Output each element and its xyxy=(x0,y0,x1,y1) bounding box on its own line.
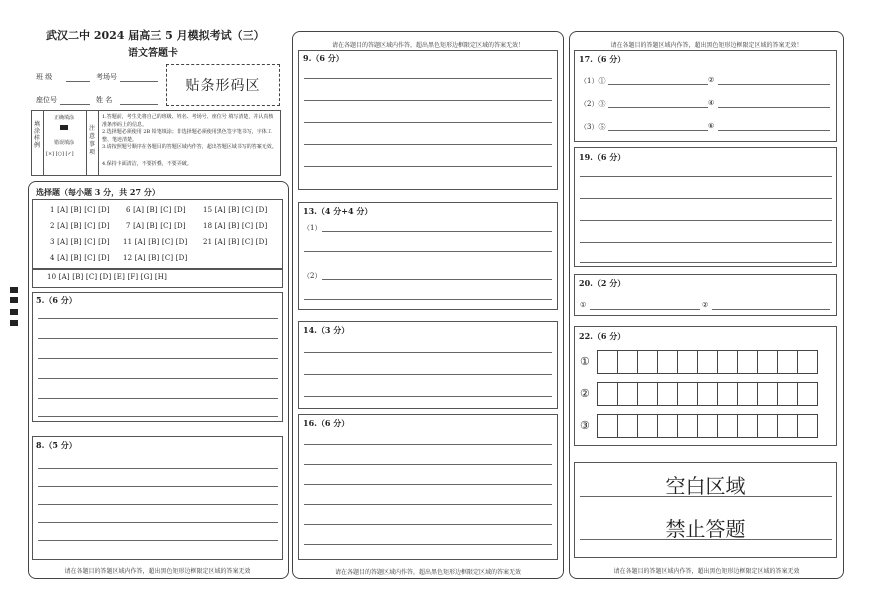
q17-row3-a: （3）⑤ xyxy=(580,123,606,131)
q22-char-cell[interactable] xyxy=(777,414,798,438)
header-subtitle: 语文答题卡 xyxy=(128,48,178,59)
q22-char-cell[interactable] xyxy=(757,414,778,438)
q8-answer-line[interactable] xyxy=(38,468,278,469)
choice-q6[interactable]: 6 [A] [B] [C] [D] xyxy=(126,206,186,214)
q17-blank[interactable] xyxy=(608,130,708,131)
blank-area-line2: 禁止答题 xyxy=(665,517,746,541)
q13-part1-label: （1） xyxy=(303,224,322,232)
q22-char-cell[interactable] xyxy=(797,414,818,438)
q17-row1-b: ② xyxy=(708,76,715,84)
q5-answer-line[interactable] xyxy=(38,398,278,399)
q13-answer-line[interactable] xyxy=(304,251,552,252)
q22-char-cell[interactable] xyxy=(677,414,698,438)
q5-answer-line[interactable] xyxy=(38,318,278,319)
q17-label: 17.（6 分） xyxy=(579,54,626,64)
note-2: 2.选择题必须使用 2B 铅笔填涂；非选择题必须使用黑色签字笔书写，字体工整、笔迹清楚。 xyxy=(102,129,272,143)
q5-answer-line[interactable] xyxy=(38,338,278,339)
q22-char-cell[interactable] xyxy=(617,350,638,374)
q22-char-cell[interactable] xyxy=(677,382,698,406)
q22-char-cell[interactable] xyxy=(697,350,718,374)
header-title: 武汉二中 2024 届高三 5 月模拟考试（三） xyxy=(46,29,265,42)
q17-row1-a: （1）① xyxy=(580,77,606,85)
q22-char-cell[interactable] xyxy=(677,350,698,374)
class-label: 班 级 xyxy=(36,73,53,81)
bottom-notice-col3: 请在各题目的答题区域内作答，超出黑色矩形边框限定区域的答案无效 xyxy=(613,568,800,575)
choice-q10[interactable]: 10 [A] [B] [C] [D] [E] [F] [G] [H] xyxy=(47,273,168,281)
q22-char-cell[interactable] xyxy=(717,414,738,438)
q22-char-cell[interactable] xyxy=(737,414,758,438)
q14-label: 14.（3 分） xyxy=(303,325,350,335)
choice-q7[interactable]: 7 [A] [B] [C] [D] xyxy=(126,222,186,230)
q16-answer-line[interactable] xyxy=(304,444,552,445)
correct-fill-label: 正确填涂 xyxy=(54,115,75,121)
choice-q2[interactable]: 2 [A] [B] [C] [D] xyxy=(50,222,110,230)
q5-box xyxy=(32,292,283,422)
barcode-label: 贴条形码区 xyxy=(185,78,261,94)
barcode-area xyxy=(166,64,280,106)
q14-answer-line[interactable] xyxy=(304,374,552,375)
q13-box xyxy=(298,202,558,310)
q19-answer-line[interactable] xyxy=(580,262,832,263)
q16-answer-line[interactable] xyxy=(304,484,552,485)
timing-mark xyxy=(10,297,18,303)
q14-answer-line[interactable] xyxy=(304,396,552,397)
q22-char-cell[interactable] xyxy=(657,350,678,374)
q22-char-cell[interactable] xyxy=(597,414,618,438)
choice-q3[interactable]: 3 [A] [B] [C] [D] xyxy=(50,238,110,246)
blank-area-line1: 空白区域 xyxy=(665,474,746,498)
q22-row1-label: ① xyxy=(580,355,590,368)
q17-blank[interactable] xyxy=(718,84,830,85)
q5-answer-line[interactable] xyxy=(38,416,278,417)
q22-char-cell[interactable] xyxy=(597,382,618,406)
timing-mark xyxy=(10,309,18,315)
note-3: 3.请按照题号顺序在各题目的答题区域内作答，超出答题区域书写的答案无效。 xyxy=(102,144,277,150)
q19-answer-line[interactable] xyxy=(580,176,832,177)
q8-answer-line[interactable] xyxy=(38,540,278,541)
q22-char-cell[interactable] xyxy=(697,382,718,406)
blank-area-underline xyxy=(580,539,832,540)
q22-label: 22.（6 分） xyxy=(579,331,626,341)
top-notice-col3: 请在各题目的答题区域内作答，超出黑色矩形边框限定区域的答案无效！ xyxy=(610,42,803,49)
choice-q11[interactable]: 11 [A] [B] [C] [D] xyxy=(123,238,188,246)
note-4: 4.保持卡面清洁，不要折叠，不要弄破。 xyxy=(102,161,192,167)
q22-char-cell[interactable] xyxy=(637,382,658,406)
note-1: 1.答题前，考生先将自己的班级、姓名、考场号、座位号 填写清楚，并认真核准条形码上的信息。 xyxy=(102,114,274,128)
q13-part2-label: （2） xyxy=(303,272,322,280)
q20-blank[interactable] xyxy=(712,309,830,310)
q22-char-cell[interactable] xyxy=(637,414,658,438)
q17-blank[interactable] xyxy=(718,107,830,108)
q9-answer-line[interactable] xyxy=(304,100,552,101)
q19-label: 19.（6 分） xyxy=(579,152,626,162)
q9-label: 9.（6 分） xyxy=(303,53,344,63)
wrong-fill-label: 错误填涂 xyxy=(54,140,75,146)
choice-title: 选择题（每小题 3 分，共 27 分） xyxy=(36,187,160,197)
q19-box xyxy=(574,147,837,267)
q22-char-cell[interactable] xyxy=(757,350,778,374)
q17-row2-b: ④ xyxy=(708,99,715,107)
name-label: 姓 名 xyxy=(96,96,113,104)
choice-q1[interactable]: 1 [A] [B] [C] [D] xyxy=(50,206,110,214)
q19-answer-line[interactable] xyxy=(580,220,832,221)
q19-answer-line[interactable] xyxy=(580,198,832,199)
fill-example-side-label: 填涂样例 xyxy=(34,121,41,149)
top-notice-col2: 请在各题目的答题区域内作答，超出黑色矩形边框限定区域的答案无效！ xyxy=(331,42,524,49)
q22-char-cell[interactable] xyxy=(777,350,798,374)
q22-char-cell[interactable] xyxy=(657,414,678,438)
correct-fill-sample xyxy=(60,125,68,130)
q22-char-cell[interactable] xyxy=(717,382,738,406)
q13-label: 13.（4 分+4 分） xyxy=(303,206,373,216)
q5-answer-line[interactable] xyxy=(38,378,278,379)
q22-char-cell[interactable] xyxy=(597,350,618,374)
choice-q21[interactable]: 21 [A] [B] [C] [D] xyxy=(203,238,268,246)
q22-char-cell[interactable] xyxy=(737,350,758,374)
q22-char-cell[interactable] xyxy=(797,350,818,374)
q5-label: 5.（6 分） xyxy=(36,295,77,305)
seat-label: 座位号 xyxy=(36,96,57,104)
notes-label: 注意事项 xyxy=(89,125,96,156)
q17-blank[interactable] xyxy=(718,130,830,131)
q22-row2-label: ② xyxy=(580,387,590,400)
q13-answer-line[interactable] xyxy=(322,279,552,280)
q20-label: 20.（2 分） xyxy=(579,278,626,288)
q16-label: 16.（6 分） xyxy=(303,418,350,428)
blank-area-underline xyxy=(580,496,832,497)
exam-no-label: 考场号 xyxy=(96,73,117,81)
q17-blank[interactable] xyxy=(608,84,708,85)
q8-label: 8.（5 分） xyxy=(36,440,77,450)
choice-q12[interactable]: 12 [A] [B] [C] [D] xyxy=(123,254,188,262)
q22-char-cell[interactable] xyxy=(797,382,818,406)
q8-answer-line[interactable] xyxy=(38,486,278,487)
q16-answer-line[interactable] xyxy=(304,524,552,525)
q22-char-cell[interactable] xyxy=(697,414,718,438)
q22-char-cell[interactable] xyxy=(657,382,678,406)
q22-row3-label: ③ xyxy=(580,419,590,432)
timing-mark xyxy=(10,287,18,293)
q22-char-cell[interactable] xyxy=(617,414,638,438)
q22-char-cell[interactable] xyxy=(617,382,638,406)
choice-q4[interactable]: 4 [A] [B] [C] [D] xyxy=(50,254,110,262)
q17-blank[interactable] xyxy=(608,107,708,108)
q20-b: ② xyxy=(702,301,709,309)
q9-answer-line[interactable] xyxy=(304,166,552,167)
q9-box xyxy=(298,50,558,190)
q8-box xyxy=(32,436,283,560)
q9-answer-line[interactable] xyxy=(304,122,552,123)
fill-example-box xyxy=(31,110,281,176)
q16-answer-line[interactable] xyxy=(304,464,552,465)
q22-char-cell[interactable] xyxy=(717,350,738,374)
q5-answer-line[interactable] xyxy=(38,358,278,359)
bottom-notice-col1: 请在各题目的答题区域内作答，超出黑色矩形边框限定区域的答案无效 xyxy=(64,568,251,575)
bottom-notice-col2: 请在各题目的答题区域内作答，超出黑色矩形边框限定区域的答案无效 xyxy=(334,569,521,576)
q20-blank[interactable] xyxy=(590,309,700,310)
q19-answer-line[interactable] xyxy=(580,242,832,243)
q13-answer-line[interactable] xyxy=(322,231,552,232)
q8-answer-line[interactable] xyxy=(38,504,278,505)
q16-box xyxy=(298,414,558,560)
q17-row2-a: （2）③ xyxy=(580,100,606,108)
q9-answer-line[interactable] xyxy=(304,144,552,145)
q14-answer-line[interactable] xyxy=(304,352,552,353)
q16-answer-line[interactable] xyxy=(304,544,552,545)
q20-a: ① xyxy=(580,301,587,309)
choice-q15[interactable]: 15 [A] [B] [C] [D] xyxy=(203,206,268,214)
q13-answer-line[interactable] xyxy=(304,299,552,300)
q22-char-cell[interactable] xyxy=(737,382,758,406)
q17-row3-b: ⑥ xyxy=(708,122,715,130)
q22-char-cell[interactable] xyxy=(777,382,798,406)
q8-answer-line[interactable] xyxy=(38,522,278,523)
wrong-fill-sample: [×] [○] [✓] xyxy=(46,151,74,157)
q22-char-cell[interactable] xyxy=(637,350,658,374)
q16-answer-line[interactable] xyxy=(304,504,552,505)
q22-char-cell[interactable] xyxy=(757,382,778,406)
timing-mark xyxy=(10,320,18,326)
q9-answer-line[interactable] xyxy=(304,78,552,79)
choice-q18[interactable]: 18 [A] [B] [C] [D] xyxy=(203,222,268,230)
